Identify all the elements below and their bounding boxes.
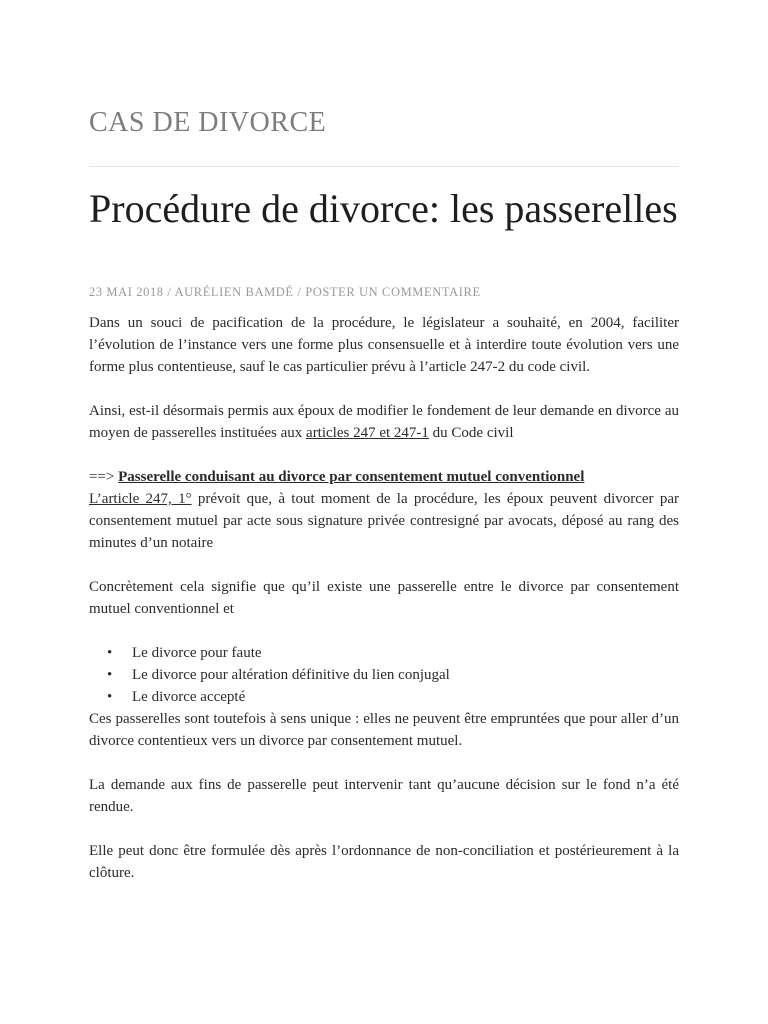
article-title: Procédure de divorce: les passerelles: [89, 186, 678, 231]
arrow-text: ==>: [89, 469, 119, 485]
meta-separator: /: [163, 285, 175, 299]
post-author[interactable]: AURÉLIEN BAMDÉ: [174, 285, 294, 299]
section-heading: [89, 466, 679, 488]
paragraph: Dans un souci de pacification de la procédure, le législateur a souhaité, en 2004, faciliter l’évolution de l’instance vers une forme plus consensuelle et à interdire toute évolution vers une forme plus contentieuse, sauf le cas particulier prévu à l’article 247-2 du code civil.: [89, 315, 679, 375]
list-item: • Le divorce pour faute: [132, 642, 679, 664]
paragraph-text: du Code civil: [428, 425, 514, 441]
article-meta: [89, 285, 481, 300]
category-heading[interactable]: CAS DE DIVORCE: [89, 107, 327, 138]
post-date[interactable]: 23 MAI 2018: [89, 285, 164, 299]
paragraph-text: Ainsi, est-il désormais permis aux époux de modifier le fondement de leur demande en divorce au moyen de passerelles instituées aux: [89, 403, 679, 441]
meta-separator: /: [293, 285, 306, 299]
paragraph: La demande aux fins de passerelle peut intervenir tant qu’aucune décision sur le fond n’a été rendue.: [89, 777, 679, 815]
paragraph: [89, 488, 679, 554]
paragraph: Ces passerelles sont toutefois à sens unique : elles ne peuvent être empruntées que pour aller d’un divorce contentieux vers un divorce par consentement mutuel.: [89, 711, 679, 749]
post-comment-link[interactable]: POSTER UN COMMENTAIRE: [305, 285, 481, 299]
articles-link[interactable]: articles 247 et 247-1: [306, 425, 429, 441]
paragraph-text: prévoit que, à tout moment de la procédure, les époux peuvent divorcer par consentement mutuel par acte sous signature privée contresigné par avocats, déposé au rang des minutes d’un notaire: [89, 491, 679, 551]
paragraph: Concrètement cela signifie que qu’il existe une passerelle entre le divorce par consentement mutuel conventionnel et: [89, 579, 679, 617]
passerelle-heading: Passerelle conduisant au divorce par consentement mutuel conventionnel: [118, 469, 585, 485]
paragraph: Elle peut donc être formulée dès après l’ordonnance de non-conciliation et postérieurement à la clôture.: [89, 843, 679, 881]
article-247-link[interactable]: L’article 247, 1°: [89, 491, 192, 507]
bullet-list: [89, 642, 679, 708]
list-item: • Le divorce accepté: [132, 686, 679, 708]
paragraph: [89, 400, 679, 444]
article-body: [89, 312, 679, 884]
list-item: • Le divorce pour altération définitive du lien conjugal: [132, 664, 679, 686]
divider: [89, 166, 679, 167]
